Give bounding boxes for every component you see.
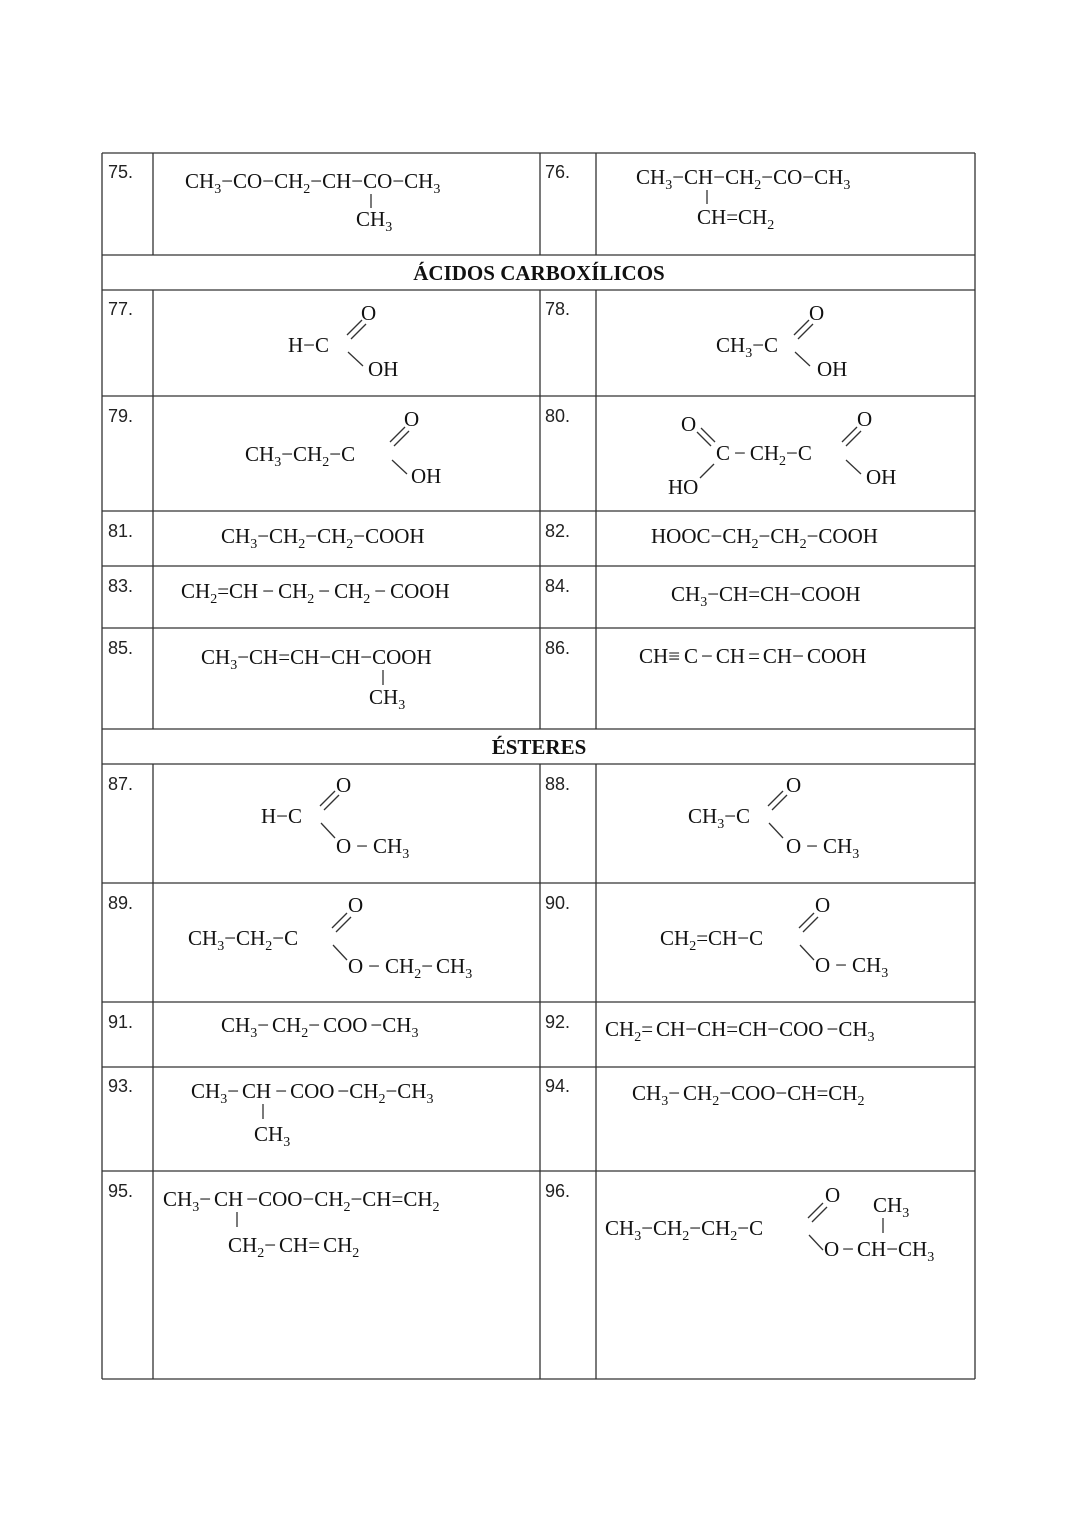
formula-80-main: $C - CH_2-C$ <box>716 441 812 469</box>
formula-76-main: $CH_3-CH-CH_2-CO-CH_3$ <box>636 165 851 193</box>
formula-78 <box>716 301 847 381</box>
formula-77-hydroxyl: OH <box>368 357 399 381</box>
formula-80-hydroxyl-left: HO <box>668 475 699 499</box>
formula-79-hydroxyl: OH <box>411 464 442 488</box>
number-87: 87. <box>108 774 134 794</box>
formula-88-oxygen: O <box>786 773 802 797</box>
formula-96-left: $CH_3-CH_2-CH_2-C$ <box>605 1216 764 1244</box>
formula-81: $CH_3-CH_2-CH_2-COOH$ <box>221 524 425 552</box>
formula-87-ester: $O - CH_3$ <box>336 834 410 862</box>
formula-96 <box>605 1183 934 1265</box>
number-88: 88. <box>545 774 571 794</box>
formula-79 <box>245 407 441 488</box>
formula-76 <box>636 165 850 233</box>
formula-78-left: $CH_3-C$ <box>716 333 779 361</box>
formula-85-branch: $CH_3$ <box>369 685 406 713</box>
formula-90-left: $CH_2=CH-C$ <box>660 926 764 954</box>
formula-86: CH≡ C − CH = CH− COOH <box>639 644 867 668</box>
number-91: 91. <box>108 1012 134 1032</box>
formula-79-left: $CH_3-CH_2-C$ <box>245 442 356 470</box>
number-77: 77. <box>108 299 134 319</box>
formula-78-hydroxyl: OH <box>817 357 848 381</box>
formula-93-main: $CH_3-$ CH − COO $-CH_2-CH_3$ <box>191 1079 434 1107</box>
formula-92: $CH_2= CH-CH=CH-COO -CH_3$ <box>605 1017 875 1045</box>
number-95: 95. <box>108 1181 134 1201</box>
formula-89-oxygen: O <box>348 893 364 917</box>
formula-95-branch: $CH_2- CH= CH_2$ <box>228 1233 360 1261</box>
number-83: 83. <box>108 576 134 596</box>
row-numbers <box>108 162 570 1201</box>
section-esters-header: ÉSTERES <box>491 735 587 759</box>
formula-87 <box>261 773 409 862</box>
number-93: 93. <box>108 1076 134 1096</box>
formula-80-oxygen-left: O <box>681 412 697 436</box>
formula-77-oxygen: O <box>361 301 377 325</box>
formula-91: $CH_3- CH_2-$ COO $-CH_3$ <box>221 1013 419 1041</box>
number-85: 85. <box>108 638 134 658</box>
formula-77-left: H−C <box>288 333 330 357</box>
section-acids-header: ÁCIDOS CARBOXÍLICOS <box>413 261 665 285</box>
formula-95-main: $CH_3-$ CH $-COO-CH_2-CH=CH_2$ <box>163 1187 440 1215</box>
formula-96-ester: $O - CH-CH_3$ <box>824 1237 935 1265</box>
formula-88-ester: $O - CH_3$ <box>786 834 860 862</box>
formula-75-main: $CH_3-CO-CH_2-CH-CO-CH_3$ <box>185 169 441 197</box>
number-94: 94. <box>545 1076 571 1096</box>
formula-89 <box>188 893 472 982</box>
formula-85-main: $CH_3-CH=CH-CH-COOH$ <box>201 645 432 673</box>
formula-94: $CH_3- CH_2-COO-CH=CH_2$ <box>632 1081 865 1109</box>
number-89: 89. <box>108 893 134 913</box>
formula-90 <box>660 893 888 981</box>
formula-83: $CH_2=CH - CH_2 - CH_2$ − COOH <box>181 579 450 607</box>
formula-75-branch: $CH_3$ <box>356 207 393 235</box>
formula-95 <box>163 1187 440 1261</box>
formula-80-hydroxyl-right: OH <box>866 465 897 489</box>
formula-75 <box>185 169 440 235</box>
formula-78-oxygen: O <box>809 301 825 325</box>
formula-89-left: $CH_3-CH_2-C$ <box>188 926 299 954</box>
number-75: 75. <box>108 162 134 182</box>
formula-87-oxygen: O <box>336 773 352 797</box>
formula-87-left: H−C <box>261 804 303 828</box>
number-76: 76. <box>545 162 571 182</box>
formula-79-oxygen: O <box>404 407 420 431</box>
number-82: 82. <box>545 521 571 541</box>
formula-96-branch: $CH_3$ <box>873 1193 910 1221</box>
number-86: 86. <box>545 638 571 658</box>
formula-90-oxygen: O <box>815 893 831 917</box>
formula-85 <box>201 645 432 713</box>
formula-76-branch: $CH=CH_2$ <box>697 205 775 233</box>
formula-77 <box>288 301 398 381</box>
formula-93 <box>191 1079 433 1150</box>
number-92: 92. <box>545 1012 571 1032</box>
formula-96-oxygen: O <box>825 1183 841 1207</box>
formula-88-left: $CH_3-C$ <box>688 804 751 832</box>
formula-89-ester: $O - CH_2- CH_3$ <box>348 954 473 982</box>
formula-82: $HOOC-CH_2-CH_2-COOH$ <box>651 524 878 552</box>
number-79: 79. <box>108 406 134 426</box>
formula-80-oxygen-right: O <box>857 407 873 431</box>
formula-84: $CH_3-CH=CH-COOH$ <box>671 582 861 610</box>
formula-88 <box>688 773 859 862</box>
number-96: 96. <box>545 1181 571 1201</box>
number-84: 84. <box>545 576 571 596</box>
formula-93-branch: $CH_3$ <box>254 1122 291 1150</box>
formula-80 <box>668 407 896 499</box>
number-81: 81. <box>108 521 134 541</box>
number-90: 90. <box>545 893 571 913</box>
formula-90-ester: $O - CH_3$ <box>815 953 889 981</box>
number-78: 78. <box>545 299 571 319</box>
number-80: 80. <box>545 406 571 426</box>
